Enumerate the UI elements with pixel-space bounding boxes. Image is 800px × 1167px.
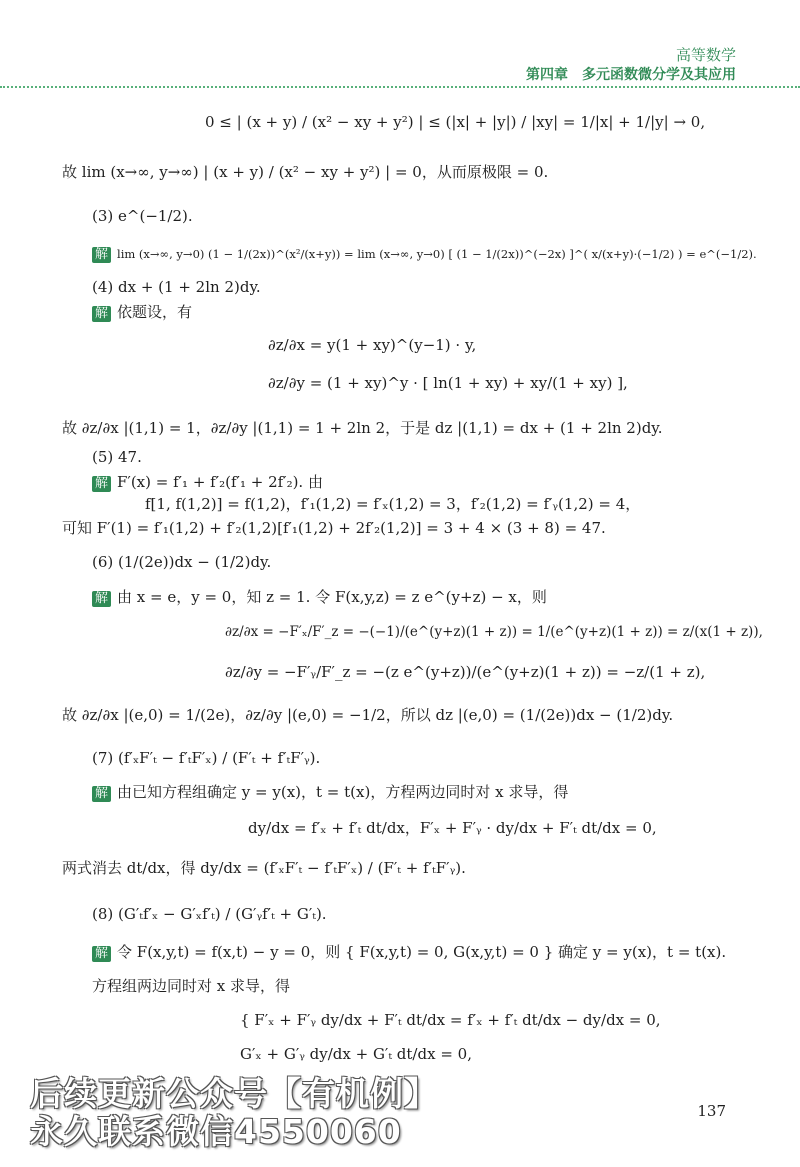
math-line: 方程组两边同时对 x 求导，得 [92, 977, 290, 995]
solution-badge: 解 [92, 306, 111, 322]
answer-label: (8) (G′ₜf′ₓ − G′ₓf′ₜ) / (G′ᵧf′ₜ + G′ₜ). [92, 905, 327, 923]
math-line: lim (x→∞, y→0) (1 − 1/(2x))^(x²/(x+y)) = lim (x→∞, y→0) [ (1 − 1/(2x))^(−2x) ]^( x/(x+y)·(−1/2) ) = e^(−1/2). [117, 247, 757, 261]
solution-badge: 解 [92, 786, 111, 802]
math-line: 故 ∂z/∂x |(e,0) = 1/(2e)，∂z/∂y |(e,0) = −1/2，所以 dz |(e,0) = (1/(2e))dx − (1/2)dy. [62, 706, 674, 724]
chapter-title: 第四章 多元函数微分学及其应用 [526, 67, 736, 83]
math-line: { F′ₓ + F′ᵧ dy/dx + F′ₜ dt/dx = f′ₓ + f′ₜ dt/dx − dy/dx = 0, [240, 1011, 661, 1029]
answer-label: (7) (f′ₓF′ₜ − f′ₜF′ₓ) / (F′ₜ + f′ₜF′ᵧ). [92, 749, 321, 767]
math-line: G′ₓ + G′ᵧ dy/dx + G′ₜ dt/dx = 0, [240, 1045, 472, 1063]
math-line: ∂z/∂x = y(1 + xy)^(y−1) · y, [268, 336, 477, 354]
math-line: ∂z/∂x = −F′ₓ/F′_z = −(−1)/(e^(y+z)(1 + z)) = 1/(e^(y+z)(1 + z)) = z/(x(1 + z)), [225, 624, 763, 640]
solution-badge: 解 [92, 476, 111, 492]
math-line: 可知 F′(1) = f′₁(1,2) + f′₂(1,2)[f′₁(1,2) + 2f′₂(1,2)] = 3 + 4 × (3 + 8) = 47. [62, 519, 606, 537]
solution-line [92, 302, 192, 322]
solution-badge: 解 [92, 591, 111, 607]
answer-label: (3) e^(−1/2). [92, 207, 193, 225]
solution-line [92, 244, 757, 264]
math-line: ∂z/∂y = −F′ᵧ/F′_z = −(z e^(y+z))/(e^(y+z)(1 + z)) = −z/(1 + z), [225, 663, 706, 681]
math-line: f[1, f(1,2)] = f(1,2)，f′₁(1,2) = f′ₓ(1,2) = 3，f′₂(1,2) = f′ᵧ(1,2) = 4， [145, 495, 641, 513]
watermark-line-2: 永久联系微信4550060 [30, 1112, 402, 1151]
math-line: 依题设，有 [117, 303, 193, 321]
solution-badge: 解 [92, 946, 111, 962]
math-line: 故 lim (x→∞, y→∞) | (x + y) / (x² − xy + y²) | = 0，从而原极限 = 0. [62, 163, 549, 181]
math-line: 令 F(x,y,t) = f(x,t) − y = 0，则 { F(x,y,t) = 0, G(x,y,t) = 0 } 确定 y = y(x)，t = t(x). [117, 943, 727, 961]
solution-line [92, 472, 323, 492]
math-line: 0 ≤ | (x + y) / (x² − xy + y²) | ≤ (|x| + |y|) / |xy| = 1/|x| + 1/|y| → 0, [205, 113, 706, 131]
page-number: 137 [697, 1102, 726, 1120]
answer-label: (6) (1/(2e))dx − (1/2)dy. [92, 553, 272, 571]
math-line: 两式消去 dt/dx，得 dy/dx = (f′ₓF′ₜ − f′ₜF′ₓ) / (F′ₜ + f′ₜF′ᵧ). [62, 859, 466, 877]
answer-label: (4) dx + (1 + 2ln 2)dy. [92, 278, 261, 296]
header-divider [0, 86, 800, 88]
answer-label: (5) 47. [92, 448, 142, 466]
math-line: 由 x = e，y = 0，知 z = 1. 令 F(x,y,z) = z e^(y+z) − x，则 [117, 588, 547, 606]
solution-line [92, 782, 568, 802]
book-title: 高等数学 [675, 46, 736, 64]
solution-line [92, 587, 547, 607]
solution-line [92, 942, 726, 962]
math-line: ∂z/∂y = (1 + xy)^y · [ ln(1 + xy) + xy/(1 + xy) ], [268, 374, 628, 392]
math-line: dy/dx = f′ₓ + f′ₜ dt/dx，F′ₓ + F′ᵧ · dy/dx + F′ₜ dt/dx = 0, [248, 819, 657, 837]
solution-badge: 解 [92, 247, 111, 263]
math-line: 故 ∂z/∂x |(1,1) = 1，∂z/∂y |(1,1) = 1 + 2ln 2，于是 dz |(1,1) = dx + (1 + 2ln 2)dy. [62, 419, 663, 437]
watermark-line-1: 后续更新公众号【有机例】 [30, 1074, 438, 1113]
math-line: F′(x) = f′₁ + f′₂(f′₁ + 2f′₂). 由 [117, 473, 323, 491]
math-line: 由已知方程组确定 y = y(x)，t = t(x)，方程两边同时对 x 求导，得 [117, 783, 569, 801]
